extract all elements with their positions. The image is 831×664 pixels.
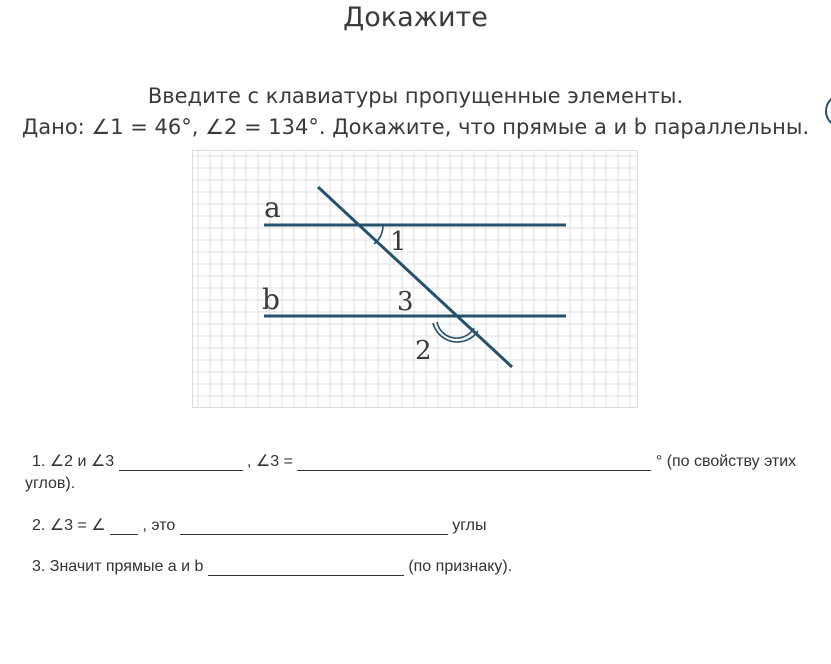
page-title: Докажите (343, 2, 488, 33)
step-2-number: 2. (32, 517, 46, 534)
step-1-text-b: , ∠3 = (247, 453, 293, 470)
step-1-blank-value[interactable] (297, 452, 651, 471)
step-1-continuation (25, 475, 75, 493)
step-2 (32, 515, 487, 535)
label-angle-2: 2 (415, 336, 432, 366)
step-3-number: 3. (32, 558, 46, 575)
step-1-text-a: ∠2 и ∠3 (49, 453, 115, 470)
task-given: Дано: ∠1 = 46°, ∠2 = 134°. Докажите, что прямые a и b параллельны. (21, 115, 810, 139)
step-2-text-c: углы (452, 517, 487, 534)
step-3-blank-conclusion[interactable] (208, 557, 404, 576)
step-2-blank-type[interactable] (180, 516, 448, 535)
label-a: a (264, 191, 281, 224)
task-instruction: Введите с клавиатуры пропущенные элементы. (147, 84, 684, 108)
label-angle-3: 3 (397, 287, 414, 317)
step-3-text-a: Значит прямые a и b (49, 558, 204, 575)
label-angle-1: 1 (390, 227, 407, 257)
step-3-text-b: (по признаку). (408, 558, 513, 575)
step-1 (32, 451, 796, 471)
step-1-number: 1. (32, 453, 46, 470)
label-b: b (262, 283, 280, 316)
geometry-figure (192, 150, 638, 413)
step-1-text-d: углов). (25, 475, 76, 492)
step-1-blank-relation[interactable] (119, 452, 243, 471)
step-2-blank-angle[interactable] (110, 516, 138, 535)
step-3 (32, 557, 512, 576)
step-2-text-b: , это (142, 517, 176, 534)
step-1-text-c: ° (по свойству этих (655, 453, 797, 470)
step-2-text-a: ∠3 = ∠ (49, 517, 106, 534)
